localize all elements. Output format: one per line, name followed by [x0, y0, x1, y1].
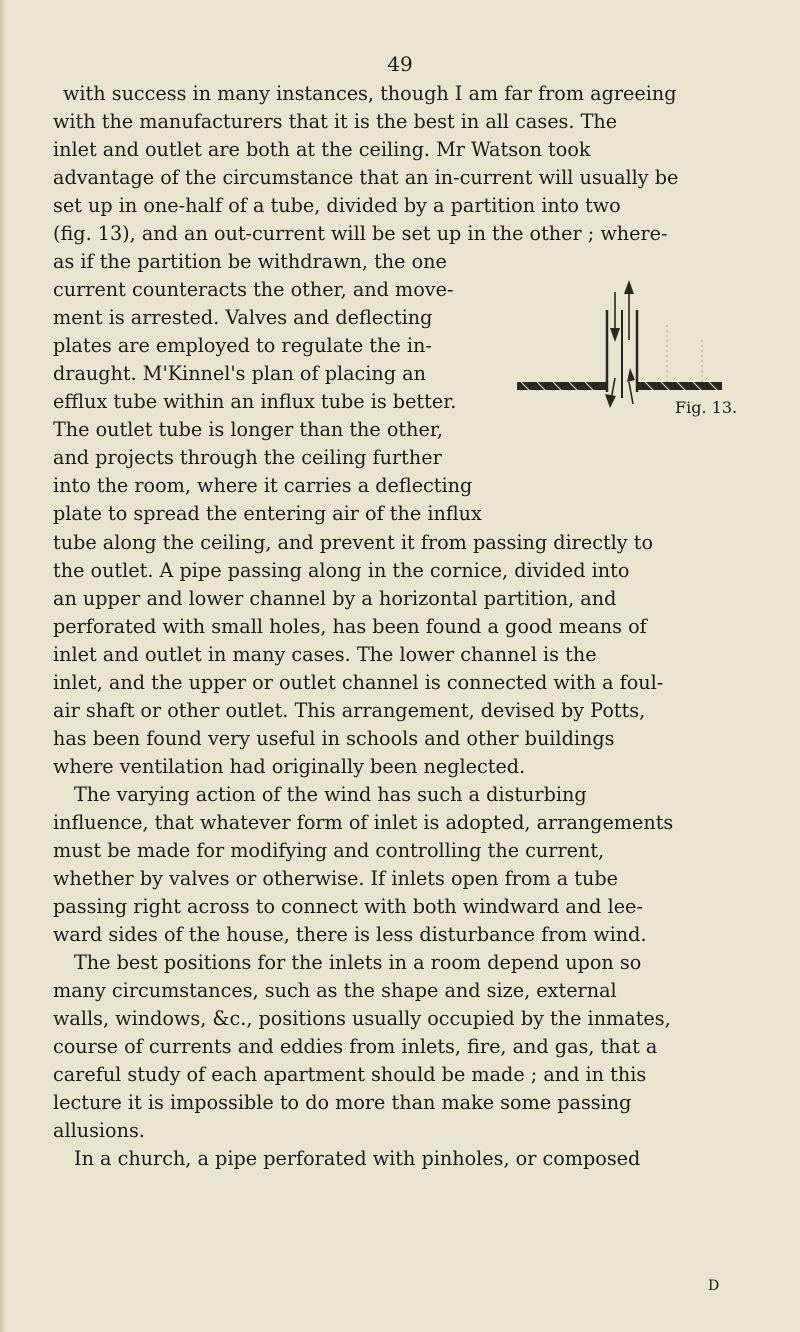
text-line: and projects through the ceiling further [53, 446, 442, 469]
figure-caption: Fig. 13. [675, 398, 738, 417]
text-line: (fig. 13), and an out-current will be set up in the other ; where- [53, 222, 668, 245]
text-line: current counteracts the other, and move- [53, 278, 454, 301]
text-line: lecture it is impossible to do more than make some passing [53, 1091, 632, 1114]
text-line: as if the partition be withdrawn, the one [53, 250, 447, 273]
text-line: In a church, a pipe perforated with pinholes, or composed [74, 1147, 641, 1170]
text-line: ment is arrested. Valves and deflecting [53, 306, 433, 329]
text-line: set up in one-half of a tube, divided by a partition into two [53, 194, 621, 217]
text-line: efflux tube within an influx tube is better. [53, 390, 457, 413]
text-line: many circumstances, such as the shape and size, external [53, 979, 617, 1002]
text-line: the outlet. A pipe passing along in the cornice, divided into [53, 559, 630, 582]
text-line: The outlet tube is longer than the other, [53, 418, 443, 441]
text-line: must be made for modifying and controlling the current, [53, 839, 605, 862]
text-line: The varying action of the wind has such a disturbing [74, 783, 587, 806]
text-line: The best positions for the inlets in a room depend upon so [74, 951, 642, 974]
text-line: an upper and lower channel by a horizontal partition, and [53, 587, 617, 610]
text-line: careful study of each apartment should be made ; and in this [53, 1063, 647, 1086]
text-line: where ventilation had originally been neglected. [53, 755, 526, 778]
ceiling-hatch-left [517, 382, 607, 390]
text-line: inlet and outlet in many cases. The lower channel is the [53, 643, 597, 666]
text-line: whether by valves or otherwise. If inlets open from a tube [53, 867, 618, 890]
text-line: with the manufacturers that it is the best in all cases. The [53, 110, 618, 133]
text-line: inlet, and the upper or outlet channel is connected with a foul- [53, 671, 664, 694]
text-line: allusions. [53, 1119, 145, 1142]
page-number: 49 [387, 52, 413, 76]
text-line: inlet and outlet are both at the ceiling. Mr Watson took [53, 138, 591, 161]
text-line: course of currents and eddies from inlets, fire, and gas, that a [53, 1035, 658, 1058]
text-line: plate to spread the entering air of the influx [53, 502, 482, 525]
text-line: plates are employed to regulate the in- [53, 334, 432, 357]
text-line: perforated with small holes, has been found a good means of [53, 615, 647, 638]
signature-mark: D [708, 1278, 720, 1294]
text-line: has been found very useful in schools and other buildings [53, 727, 615, 750]
text-line: draught. M'Kinnel's plan of placing an [53, 362, 426, 385]
text-line: air shaft or other outlet. This arrangement, devised by Potts, [53, 699, 646, 722]
text-line: passing right across to connect with both windward and lee- [53, 895, 643, 918]
text-line: walls, windows, &c., positions usually occupied by the inmates, [53, 1007, 671, 1030]
ceiling-hatch-right [637, 382, 722, 390]
page-edge-shadow [0, 0, 6, 1332]
text-line: advantage of the circumstance that an in-current will usually be [53, 166, 679, 189]
text-line: tube along the ceiling, and prevent it from passing directly to [53, 531, 653, 554]
text-line: influence, that whatever form of inlet is adopted, arrangements [53, 811, 674, 834]
text-line: ward sides of the house, there is less disturbance from wind. [53, 923, 647, 946]
text-line: with success in many instances, though I am far from agreeing [63, 82, 677, 105]
text-line: into the room, where it carries a deflecting [53, 474, 473, 497]
